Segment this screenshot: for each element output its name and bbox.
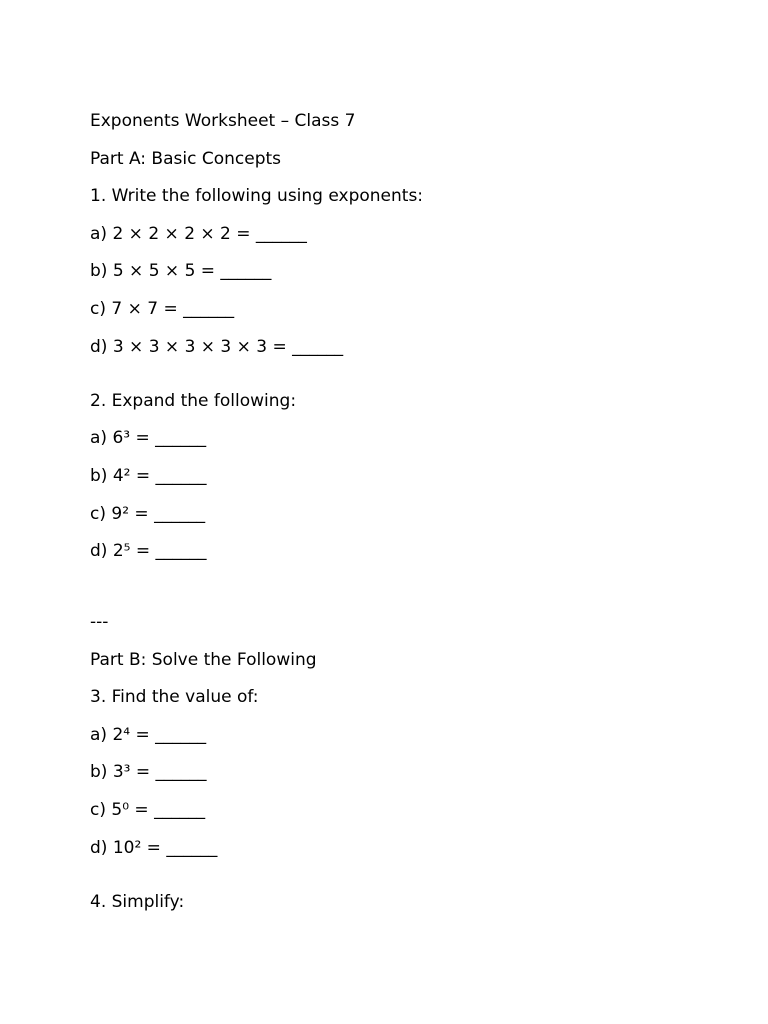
question-4-prompt: 4. Simplify: bbox=[90, 892, 185, 912]
question-1-item-d: d) 3 × 3 × 3 × 3 × 3 = ______ bbox=[90, 337, 344, 357]
question-3-item-b: b) 3³ = ______ bbox=[90, 762, 207, 782]
question-3-item-c: c) 5⁰ = ______ bbox=[90, 800, 206, 820]
section-separator: --- bbox=[90, 612, 109, 632]
question-1-item-b: b) 5 × 5 × 5 = ______ bbox=[90, 261, 272, 281]
question-1-prompt: 1. Write the following using exponents: bbox=[90, 186, 424, 206]
question-2-item-c: c) 9² = ______ bbox=[90, 504, 206, 524]
question-3-item-d: d) 10² = ______ bbox=[90, 838, 218, 858]
part-a-heading: Part A: Basic Concepts bbox=[90, 149, 282, 169]
question-2-item-d: d) 2⁵ = ______ bbox=[90, 541, 207, 561]
question-2-item-a: a) 6³ = ______ bbox=[90, 428, 207, 448]
question-3-prompt: 3. Find the value of: bbox=[90, 687, 259, 707]
worksheet-title: Exponents Worksheet – Class 7 bbox=[90, 111, 356, 131]
question-3-item-a: a) 2⁴ = ______ bbox=[90, 725, 207, 745]
question-1-item-a: a) 2 × 2 × 2 × 2 = ______ bbox=[90, 224, 307, 244]
question-2-item-b: b) 4² = ______ bbox=[90, 466, 207, 486]
part-b-heading: Part B: Solve the Following bbox=[90, 650, 317, 670]
question-2-prompt: 2. Expand the following: bbox=[90, 391, 297, 411]
question-1-item-c: c) 7 × 7 = ______ bbox=[90, 299, 235, 319]
